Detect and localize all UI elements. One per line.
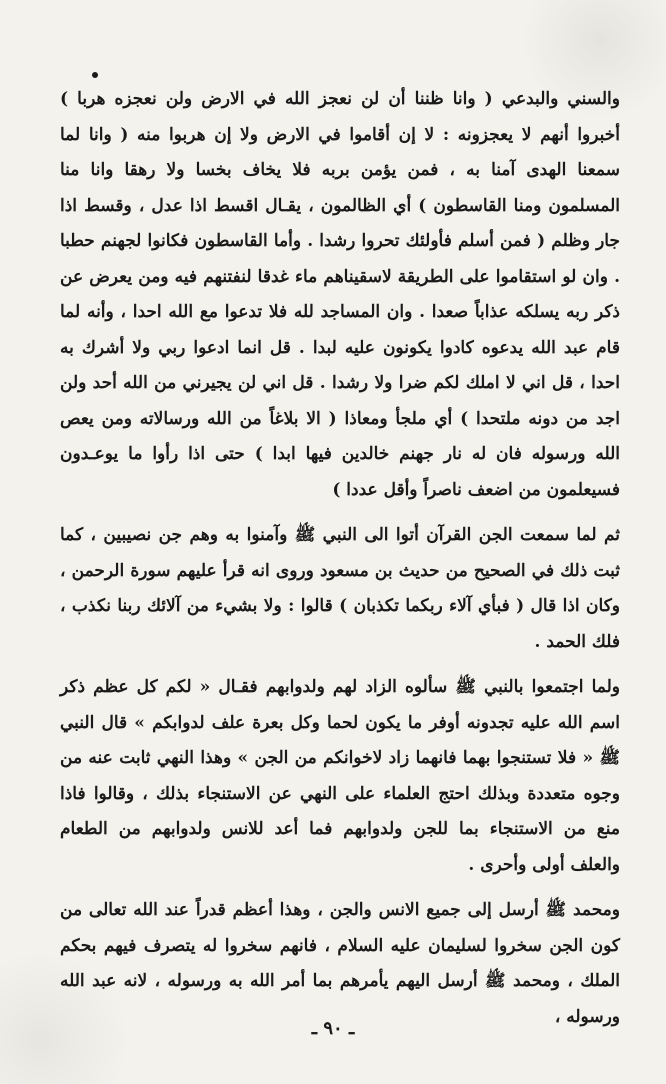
paragraph-2: ثم لما سمعت الجن القرآن أتوا الى النبي ﷺ وآمنوا به وهم جن نصيبين ، كما ثبت ذلك في الصحيح من حديث بن مسعود وروى انه قرأ عليهم سورة الرحمن ، وكان اذا قال ( فبأي آلاء ربكما تكذبان ) قالوا : ولا بشيء من آلائك ربنا نكذب ، فلك الحمد . [60,525,620,652]
paragraph-4: ومحمد ﷺ أرسل إلى جميع الانس والجن ، وهذا أعظم قدراً عند الله تعالى من كون الجن سخروا لسليمان عليه السلام ، فانهم سخروا له يتصرف فيهم بحكم الملك ، ومحمد ﷺ أرسل اليهم يأمرهم بما أمر الله به ورسوله ، لانه عبد الله ورسوله ، [60,900,620,1027]
page-number: ـ ٩٠ ـ [311,1018,355,1039]
paragraph-1: والسني والبدعي ( وانا ظننا أن لن نعجز الله في الارض ولن نعجزه هربا ) أخبروا أنهم لا يعجزونه : لا إن أقاموا في الارض ولا إن هربوا منه ( وانا لما سمعنا الهدى آمنا به ، فمن يؤمن بربه فلا يخاف بخسا ولا رهقا وانا منا المسلمون ومنا القاسطون ) أي الظالمون ، يقـال اقسط اذا عدل ، وقسط اذا جار وظلم ( فمن أسلم فأولئك تحروا رشدا . وأما القاسطون فكانوا لجهنم حطبا . وان لو استقاموا على الطريقة لاسقيناهم ماء غدقا لنفتنهم فيه ومن يعرض عن ذكر ربه يسلكه عذاباً صعدا . وان المساجد لله فلا تدعوا مع الله احدا ، وأنه لما قام عبد الله يدعوه كادوا يكونون عليه لبدا . قل انما ادعوا ربي ولا أشرك به احدا ، قل اني لا املك لكم ضرا ولا رشدا . قل اني لن يجيرني من الله أحد ولن اجد من دونه ملتحدا ) أي ملجأ ومعاذا ( الا بلاغاً من الله ورسالاته ومن يعص الله ورسوله فان له نار جهنم خالدين فيها ابدا ) حتى اذا رأوا ما يوعـدون فسيعلمون من اضعف ناصراً وأقل عددا ) [60,89,620,500]
ink-speck [92,72,98,78]
body-text [60,82,620,1035]
paragraph-3: ولما اجتمعوا بالنبي ﷺ سألوه الزاد لهم ولدوابهم فقـال « لكم كل عظم ذكر اسم الله عليه تجدونه أوفر ما يكون لحما وكل بعرة علف لدوابكم » قال النبي ﷺ « فلا تستنجوا بهما فانهما زاد لاخوانكم من الجن » وهذا النهي ثابت عنه من وجوه متعددة وبذلك احتج العلماء على النهي عن الاستنجاء بذلك ، وقالوا فاذا منع من الاستنجاء بما للجن ولدوابهم فما أعد للانس ولدوابهم من الطعام والعلف أولى وأحرى . [60,677,620,875]
